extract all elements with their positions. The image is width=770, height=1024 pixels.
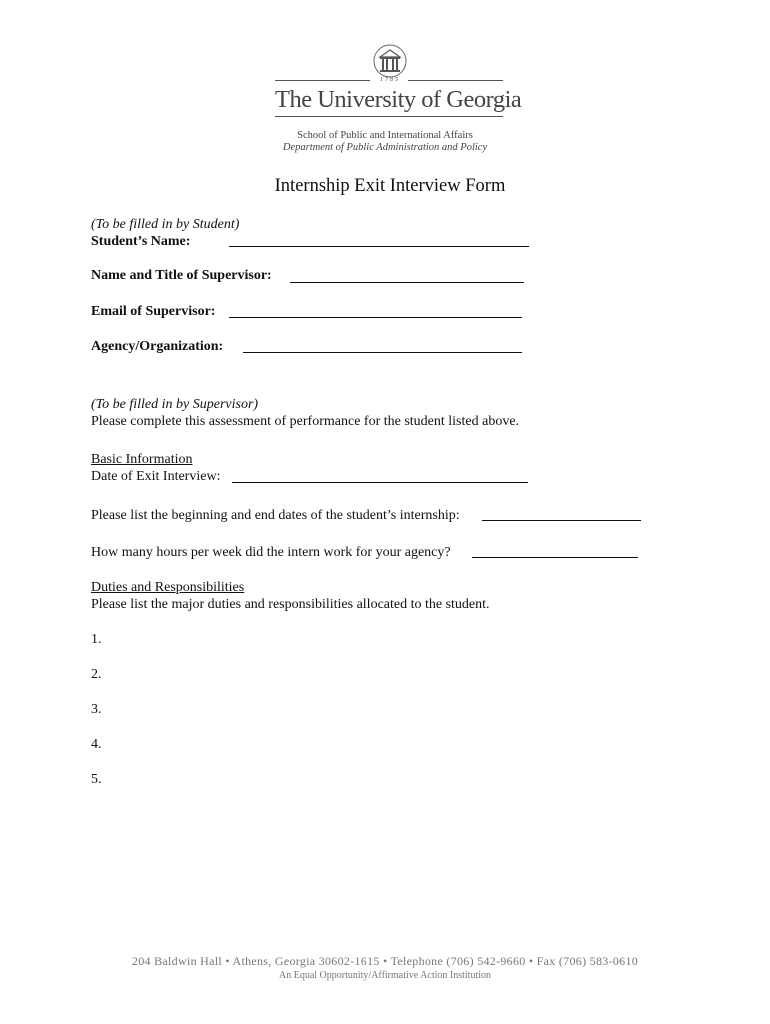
logo-rule-right — [408, 80, 503, 81]
form-title: Internship Exit Interview Form — [274, 176, 506, 196]
school-name: School of Public and International Affairs — [297, 130, 473, 141]
duty-item-3: 3. — [91, 702, 102, 717]
internship-dates-question: Please list the beginning and end dates of the student’s internship: — [91, 508, 460, 523]
founding-year: 1785 — [380, 77, 400, 83]
agency-label: Agency/Organization: — [91, 339, 224, 354]
basic-information-heading: Basic Information — [91, 452, 193, 467]
duty-item-4: 4. — [91, 737, 102, 752]
supervisor-name-title-label: Name and Title of Supervisor: — [91, 268, 272, 283]
university-name: The University of Georgia — [275, 86, 522, 113]
duty-item-2: 2. — [91, 667, 102, 682]
student-name-label: Student’s Name: — [91, 234, 191, 249]
duties-instructions: Please list the major duties and responsibilities allocated to the student. — [91, 597, 490, 612]
duty-item-5: 5. — [91, 772, 102, 787]
supervisor-instructions: Please complete this assessment of performance for the student listed above. — [91, 414, 520, 429]
internship-dates-field[interactable] — [482, 520, 641, 521]
student-section-note: (To be filled in by Student) — [91, 217, 240, 232]
exit-date-field[interactable] — [232, 482, 528, 483]
hours-per-week-field[interactable] — [472, 557, 638, 558]
agency-field[interactable] — [243, 352, 522, 353]
exit-date-label: Date of Exit Interview: — [91, 469, 221, 484]
logo-rule-left — [275, 80, 370, 81]
supervisor-name-title-field[interactable] — [290, 282, 524, 283]
supervisor-email-label: Email of Supervisor: — [91, 304, 216, 319]
footer-address: 204 Baldwin Hall • Athens, Georgia 30602-1615 • Telephone (706) 542-9660 • Fax (706) 583-0610 — [131, 954, 639, 968]
supervisor-section-note: (To be filled in by Supervisor) — [91, 397, 259, 412]
student-name-field[interactable] — [229, 246, 529, 247]
footer-tagline: An Equal Opportunity/Affirmative Action Institution — [278, 970, 491, 981]
university-logo — [275, 44, 522, 124]
hours-per-week-question: How many hours per week did the intern work for your agency? — [91, 545, 451, 560]
duty-item-1: 1. — [91, 632, 102, 647]
duties-heading: Duties and Responsibilities — [91, 580, 245, 595]
department-name: Department of Public Administration and Policy — [282, 142, 488, 153]
arch-icon — [371, 44, 409, 78]
supervisor-email-field[interactable] — [229, 317, 522, 318]
logo-rule-bottom — [275, 116, 503, 117]
